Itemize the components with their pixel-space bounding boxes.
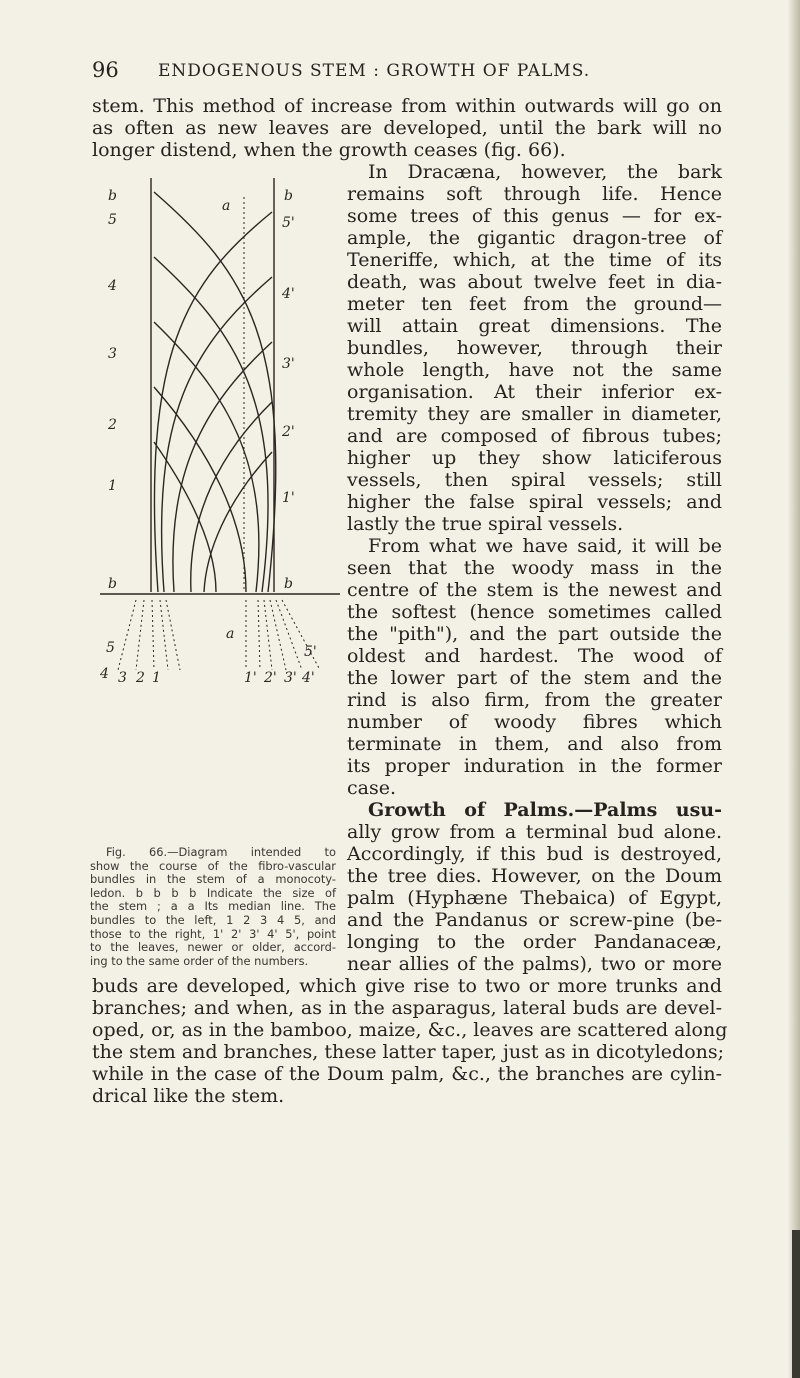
body-line: branches; and when, as in the asparagus, lateral buds are devel- <box>92 997 722 1019</box>
column-line: palm (Hyphæne Thebaica) of Egypt, <box>347 887 722 909</box>
page-edge-shadow <box>788 0 800 1378</box>
column-line: ally grow from a terminal bud alone. <box>347 821 722 843</box>
section-heading-line: Growth of Palms.—Palms usu- <box>368 799 722 821</box>
body-line: drical like the stem. <box>92 1085 285 1107</box>
label-left-3: 3 <box>108 346 117 362</box>
caption-line: to the leaves, newer or older, accord- <box>90 940 336 955</box>
label-right-1: 1' <box>282 490 295 506</box>
column-line: its proper induration in the former <box>347 755 722 777</box>
label-left-4: 4 <box>108 278 117 294</box>
column-line: bundles, however, through their <box>347 337 722 359</box>
body-line: oped, or, as in the bamboo, maize, &c., leaves are scattered along <box>92 1019 728 1041</box>
label-bottom-right-2: 2' <box>264 670 277 686</box>
label-left-b-bottom: b <box>108 576 117 592</box>
label-right-3: 3' <box>282 356 295 372</box>
column-line: terminate in them, and also from <box>347 733 722 755</box>
body-line: the stem and branches, these latter taper, just as in dicotyledons; <box>92 1041 725 1063</box>
label-bottom-left-4: 4 <box>100 666 109 682</box>
column-line: meter ten feet from the ground— <box>347 293 722 315</box>
column-line: lastly the true spiral vessels. <box>347 513 624 535</box>
label-bottom-left-2: 2 <box>136 670 145 686</box>
label-bottom-left-3: 3 <box>118 670 127 686</box>
column-line: centre of the stem is the newest and <box>347 579 722 601</box>
column-line: and are composed of fibrous tubes; <box>347 425 722 447</box>
column-line: will attain great dimensions. The <box>347 315 722 337</box>
column-line: oldest and hardest. The wood of <box>347 645 722 667</box>
caption-line: Fig. 66.—Diagram intended to <box>106 845 336 859</box>
bundle-left-2 <box>154 387 246 592</box>
body-line: longer distend, when the growth ceases (fig. 66). <box>92 139 566 161</box>
label-bottom-right-1: 1' <box>244 670 257 686</box>
column-line: tremity they are smaller in diameter, <box>347 403 722 425</box>
label-left-5: 5 <box>108 212 117 228</box>
label-median-bottom: a <box>226 626 235 642</box>
label-right-2: 2' <box>282 424 295 440</box>
label-bottom-left-5: 5 <box>106 640 115 656</box>
figure-caption <box>90 846 336 968</box>
column-line: the lower part of the stem and the <box>347 667 722 689</box>
label-right-b-top: b <box>284 188 293 204</box>
label-bottom-right-5: 5' <box>304 644 317 660</box>
stem-bundle-diagram <box>96 172 346 842</box>
column-line: Accordingly, if this bud is destroyed, <box>347 843 722 865</box>
caption-line: bundles to the left, 1 2 3 4 5, and <box>90 912 336 927</box>
column-line: longing to the order Pandanaceæ, <box>347 931 722 953</box>
label-left-1: 1 <box>108 478 117 494</box>
column-line: higher the false spiral vessels; and <box>347 491 722 513</box>
column-line: and the Pandanus or screw-pine (be- <box>347 909 722 931</box>
column-line: remains soft through life. Hence <box>347 183 722 205</box>
column-line: some trees of this genus — for ex- <box>347 205 722 227</box>
caption-line: show the course of the fibro-vascular <box>90 858 336 873</box>
caption-line: bundles in the stem of a monocoty- <box>90 872 336 887</box>
column-line: whole length, have not the same <box>347 359 722 381</box>
column-line: ample, the gigantic dragon-tree of <box>347 227 722 249</box>
caption-line: ing to the same order of the numbers. <box>90 953 309 968</box>
label-right-b-bottom: b <box>284 576 293 592</box>
book-edge-dark <box>792 1230 800 1378</box>
column-line: case. <box>347 777 397 799</box>
column-line: rind is also firm, from the greater <box>347 689 722 711</box>
bundle-left-3 <box>154 322 259 592</box>
body-line: buds are developed, which give rise to two or more trunks and <box>92 975 722 997</box>
cross-section <box>118 600 320 670</box>
body-line: while in the case of the Doum palm, &c., the branches are cylin- <box>92 1063 722 1085</box>
column-line: near allies of the palms), two or more <box>347 953 722 975</box>
column-line: higher up they show laticiferous <box>347 447 722 469</box>
label-bottom-right-4: 4' <box>302 670 315 686</box>
column-line: the "pith"), and the part outside the <box>347 623 722 645</box>
column-line: the softest (hence sometimes called <box>347 601 722 623</box>
fiber-bundles <box>100 178 340 594</box>
bundle-right-2 <box>191 402 272 592</box>
running-title: ENDOGENOUS STEM : GROWTH OF PALMS. <box>158 61 591 81</box>
column-line: death, was about twelve feet in dia- <box>347 271 722 293</box>
label-right-5: 5' <box>282 215 295 231</box>
label-right-4: 4' <box>282 286 295 302</box>
caption-line: those to the right, 1' 2' 3' 4' 5', point <box>90 926 336 941</box>
column-line: Teneriffe, which, at the time of its <box>347 249 722 271</box>
label-median-top: a <box>222 198 231 214</box>
caption-line: ledon. b b b b Indicate the size of <box>90 885 336 900</box>
column-line: vessels, then spiral vessels; still <box>347 469 722 491</box>
bundle-right-3 <box>173 342 272 592</box>
column-line: the tree dies. However, on the Doum <box>347 865 722 887</box>
label-bottom-right-3: 3' <box>284 670 297 686</box>
column-line: In Dracæna, however, the bark <box>368 161 722 183</box>
body-line: as often as new leaves are developed, until the bark will no <box>92 117 722 139</box>
page-number: 96 <box>92 58 119 82</box>
running-header <box>92 58 732 86</box>
body-line: stem. This method of increase from within outwards will go on <box>92 95 722 117</box>
column-line: number of woody fibres which <box>347 711 722 733</box>
label-left-b-top: b <box>108 188 117 204</box>
column-line: organisation. At their inferior ex- <box>347 381 722 403</box>
column-line: From what we have said, it will be <box>368 535 722 557</box>
label-bottom-left-1: 1 <box>152 670 161 686</box>
column-line: seen that the woody mass in the <box>347 557 722 579</box>
label-left-2: 2 <box>108 417 117 433</box>
caption-line: the stem ; a a Its median line. The <box>90 899 336 914</box>
